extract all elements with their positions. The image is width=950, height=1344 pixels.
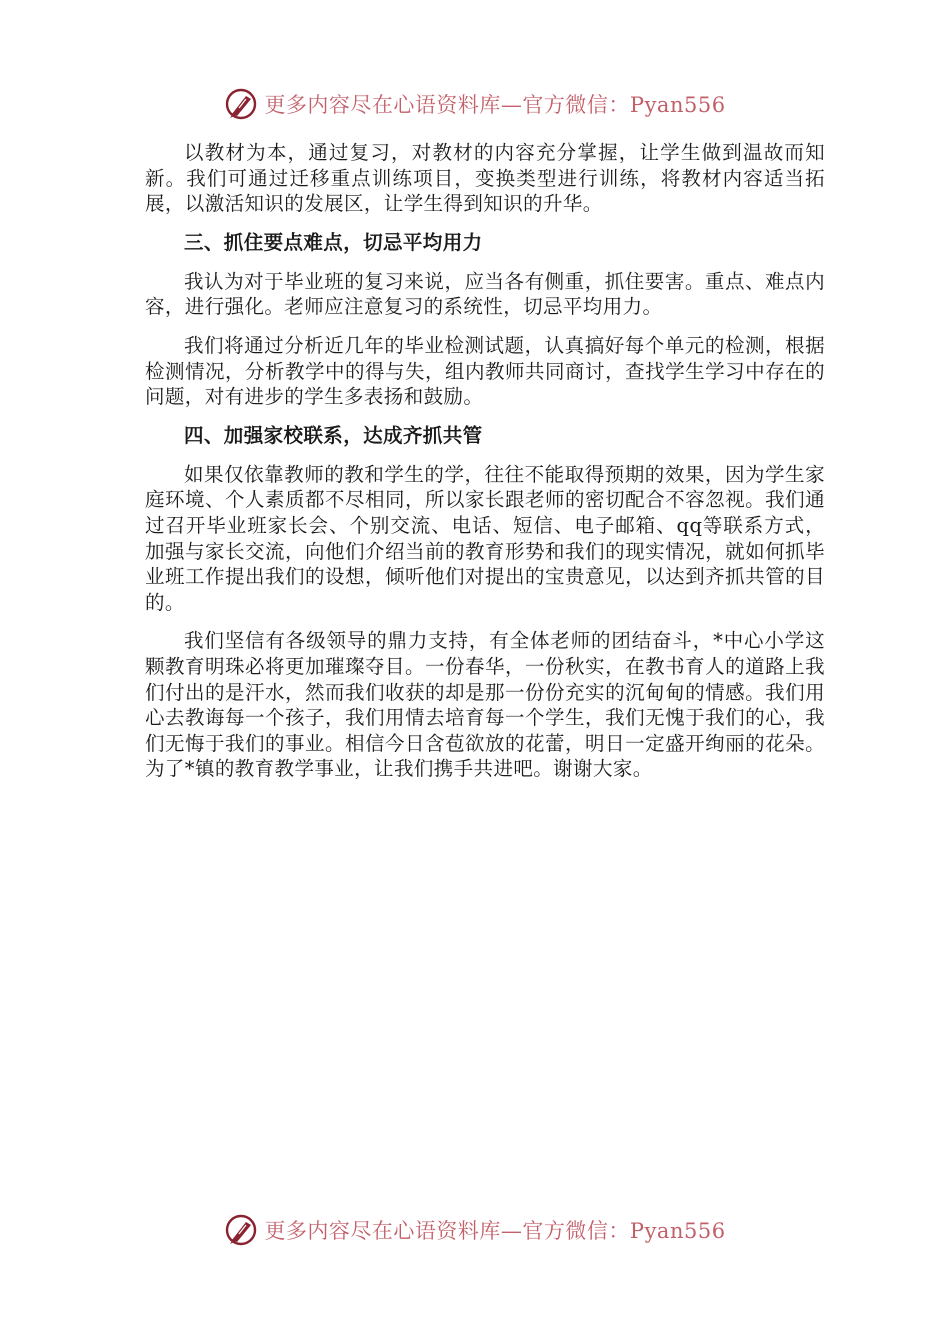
paragraph-1: 以教材为本，通过复习，对教材的内容充分掌握，让学生做到温故而知新。我们可通过迁移重点训练项目，变换类型进行训练，将教材内容适当拓展，以激活知识的发展区，让学生得到知识的升华。 <box>145 141 825 216</box>
section-heading-3: 三、抓住要点难点，切忌平均用力 <box>184 230 483 254</box>
paragraph-4: 如果仅依靠教师的教和学生的学，往往不能取得预期的效果，因为学生家庭环境、个人素质都不尽相同，所以家长跟老师的密切配合不容忽视。我们通过召开毕业班家长会、个别交流、电话、短信、电子邮箱、qq等联系方式，加强与家长交流，向他们介绍当前的教育形势和我们的现实情况，就如何抓毕业班工作提出我们的设想，倾听他们对提出的宝贵意见，以达到齐抓共管的目的。 <box>145 462 825 614</box>
pen-nib-logo-icon <box>224 1213 258 1247</box>
header-banner <box>0 84 950 124</box>
document-body <box>145 140 825 795</box>
paragraph-3: 我们将通过分析近几年的毕业检测试题，认真搞好每个单元的检测，根据检测情况，分析教学中的得与失，组内教师共同商讨，查找学生学习中存在的问题，对有进步的学生多表扬和鼓励。 <box>145 333 825 409</box>
paragraph-5: 我们坚信有各级领导的鼎力支持，有全体老师的团结奋斗，*中心小学这颗教育明珠必将更加璀璨夺目。一份春华，一份秋实，在教书育人的道路上我们付出的是汗水，然而我们收获的却是那一份份充实的沉甸甸的情感。我们用心去教诲每一个孩子，我们用情去培育每一个学生，我们无愧于我们的心，我们无悔于我们的事业。相信今日含苞欲放的花蕾，明日一定盛开绚丽的花朵。为了*镇的教育教学事业，让我们携手共进吧。谢谢大家。 <box>145 629 825 781</box>
footer-banner-text: 更多内容尽在心语资料库—官方微信：Pyan556 <box>264 1219 726 1243</box>
pen-nib-logo-icon <box>224 87 258 121</box>
header-banner-text: 更多内容尽在心语资料库—官方微信：Pyan556 <box>264 93 726 117</box>
paragraph-2: 我认为对于毕业班的复习来说，应当各有侧重，抓住要害。重点、难点内容，进行强化。老师应注意复习的系统性，切忌平均用力。 <box>145 269 825 319</box>
footer-banner-inner <box>224 1213 725 1247</box>
header-banner-inner <box>224 87 725 121</box>
footer-banner <box>0 1210 950 1250</box>
section-heading-4: 四、加强家校联系，达成齐抓共管 <box>184 423 483 447</box>
